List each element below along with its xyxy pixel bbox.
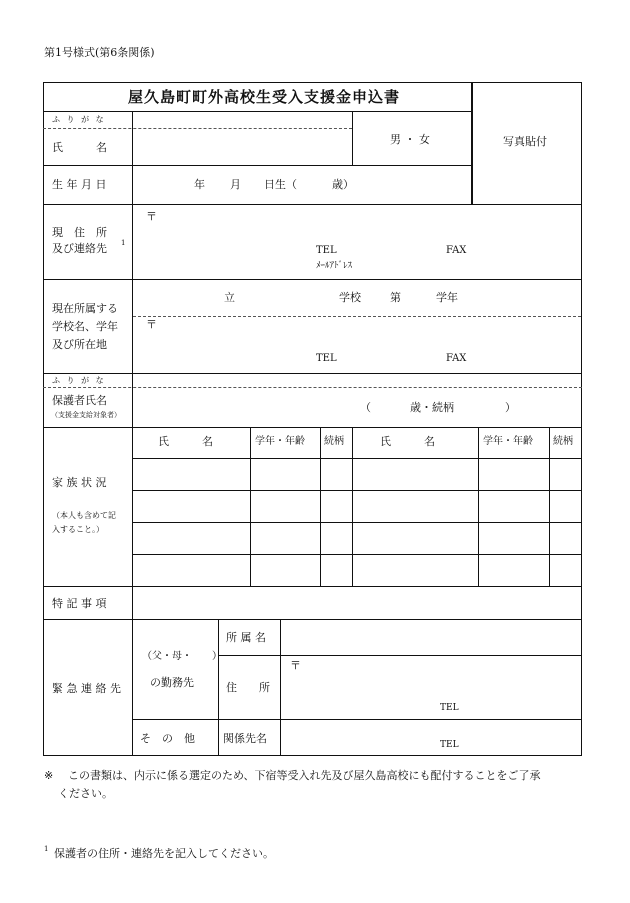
school-label-3: 及び所在地	[52, 338, 107, 351]
postal-mark: 〒	[146, 210, 157, 223]
family-note-1: （本人も含めて記	[52, 511, 116, 520]
guardian-paren-close: ）	[505, 401, 516, 414]
email-label: ﾒｰﾙｱﾄﾞﾚｽ	[316, 261, 353, 271]
emergency-postal-mark: 〒	[290, 659, 301, 672]
remarks-label: 特 記 事 項	[52, 597, 107, 610]
emergency-parent-2: の勤務先	[150, 676, 194, 689]
birth-year-unit: 年	[194, 178, 205, 191]
birth-label: 生 年 月 日	[52, 178, 107, 191]
footnote-number: 1	[44, 845, 49, 853]
family-row[interactable]	[133, 491, 250, 522]
guardian-paren-open: （	[360, 401, 371, 414]
school-postal-mark: 〒	[146, 318, 157, 331]
emergency-tel-2: TEL	[440, 740, 459, 750]
furigana-label: ふ り が な	[52, 115, 106, 124]
guardian-age-relation: 歳・続柄	[410, 401, 454, 414]
note-line-2: ください。	[58, 787, 113, 800]
family-row[interactable]	[133, 555, 250, 586]
family-row[interactable]	[133, 459, 250, 490]
photo-label: 写真貼付	[503, 135, 547, 148]
form-title: 屋久島町町外高校生受入支援金申込書	[128, 88, 401, 106]
family-row[interactable]	[133, 523, 250, 554]
emergency-parent-1: （父・母・ ）	[142, 651, 222, 662]
related-name-label: 関係先名	[223, 732, 267, 745]
affiliation-label: 所 属 名	[226, 631, 266, 644]
note-line-1: この書類は、内示に係る選定のため、下宿等受入れ先及び屋久島高校にも配付することをご了承	[68, 769, 541, 782]
school-tel-label: TEL	[316, 353, 337, 364]
family-header-relation-2: 続柄	[553, 436, 573, 447]
remarks-field[interactable]	[133, 587, 581, 619]
school-fax-label: FAX	[446, 353, 467, 364]
family-header-name-1: 氏 名	[158, 435, 213, 448]
school-label-2: 学校名、学年	[52, 320, 118, 333]
family-note-2: 入すること。）	[52, 525, 104, 534]
footnote-text: 保護者の住所・連絡先を記入してください。	[54, 847, 274, 860]
family-header-grade-2: 学年・年齢	[483, 436, 533, 447]
emergency-other-label: そ の 他	[140, 732, 195, 745]
address-label-1: 現 住 所	[52, 226, 107, 239]
guardian-furigana-label: ふ り が な	[52, 376, 106, 385]
school-gakko: 学校	[339, 291, 361, 304]
gender-select[interactable]: 男 ・ 女	[390, 133, 430, 146]
family-header-relation-1: 続柄	[324, 436, 344, 447]
age-unit: 歳）	[332, 178, 354, 191]
form-number: 第1号様式(第6条関係)	[44, 46, 155, 59]
guardian-label: 保護者氏名	[52, 394, 107, 407]
name-field[interactable]	[133, 129, 351, 164]
family-header-name-2: 氏 名	[380, 435, 435, 448]
note-mark: ※	[44, 769, 54, 782]
family-header-grade-1: 学年・年齢	[255, 436, 305, 447]
emergency-tel-1: TEL	[440, 703, 459, 713]
school-label-1: 現在所属する	[52, 302, 118, 315]
footnote-mark: 1	[121, 239, 126, 247]
school-gakunen: 学年	[436, 291, 458, 304]
guardian-sublabel: （支援金支給対象者）	[51, 411, 121, 419]
school-dai: 第	[390, 291, 401, 304]
birth-day-unit: 日生（	[264, 178, 297, 191]
school-ritsu: 立	[224, 291, 235, 304]
address-tel-label: TEL	[316, 245, 337, 256]
address-fax-label: FAX	[446, 245, 467, 256]
emergency-address-label: 住 所	[226, 681, 270, 694]
address-label-2: 及び連絡先	[52, 242, 107, 255]
family-label: 家 族 状 況	[52, 476, 107, 489]
name-label: 氏 名	[52, 141, 107, 154]
birth-month-unit: 月	[230, 178, 241, 191]
emergency-label: 緊 急 連 絡 先	[52, 682, 121, 695]
